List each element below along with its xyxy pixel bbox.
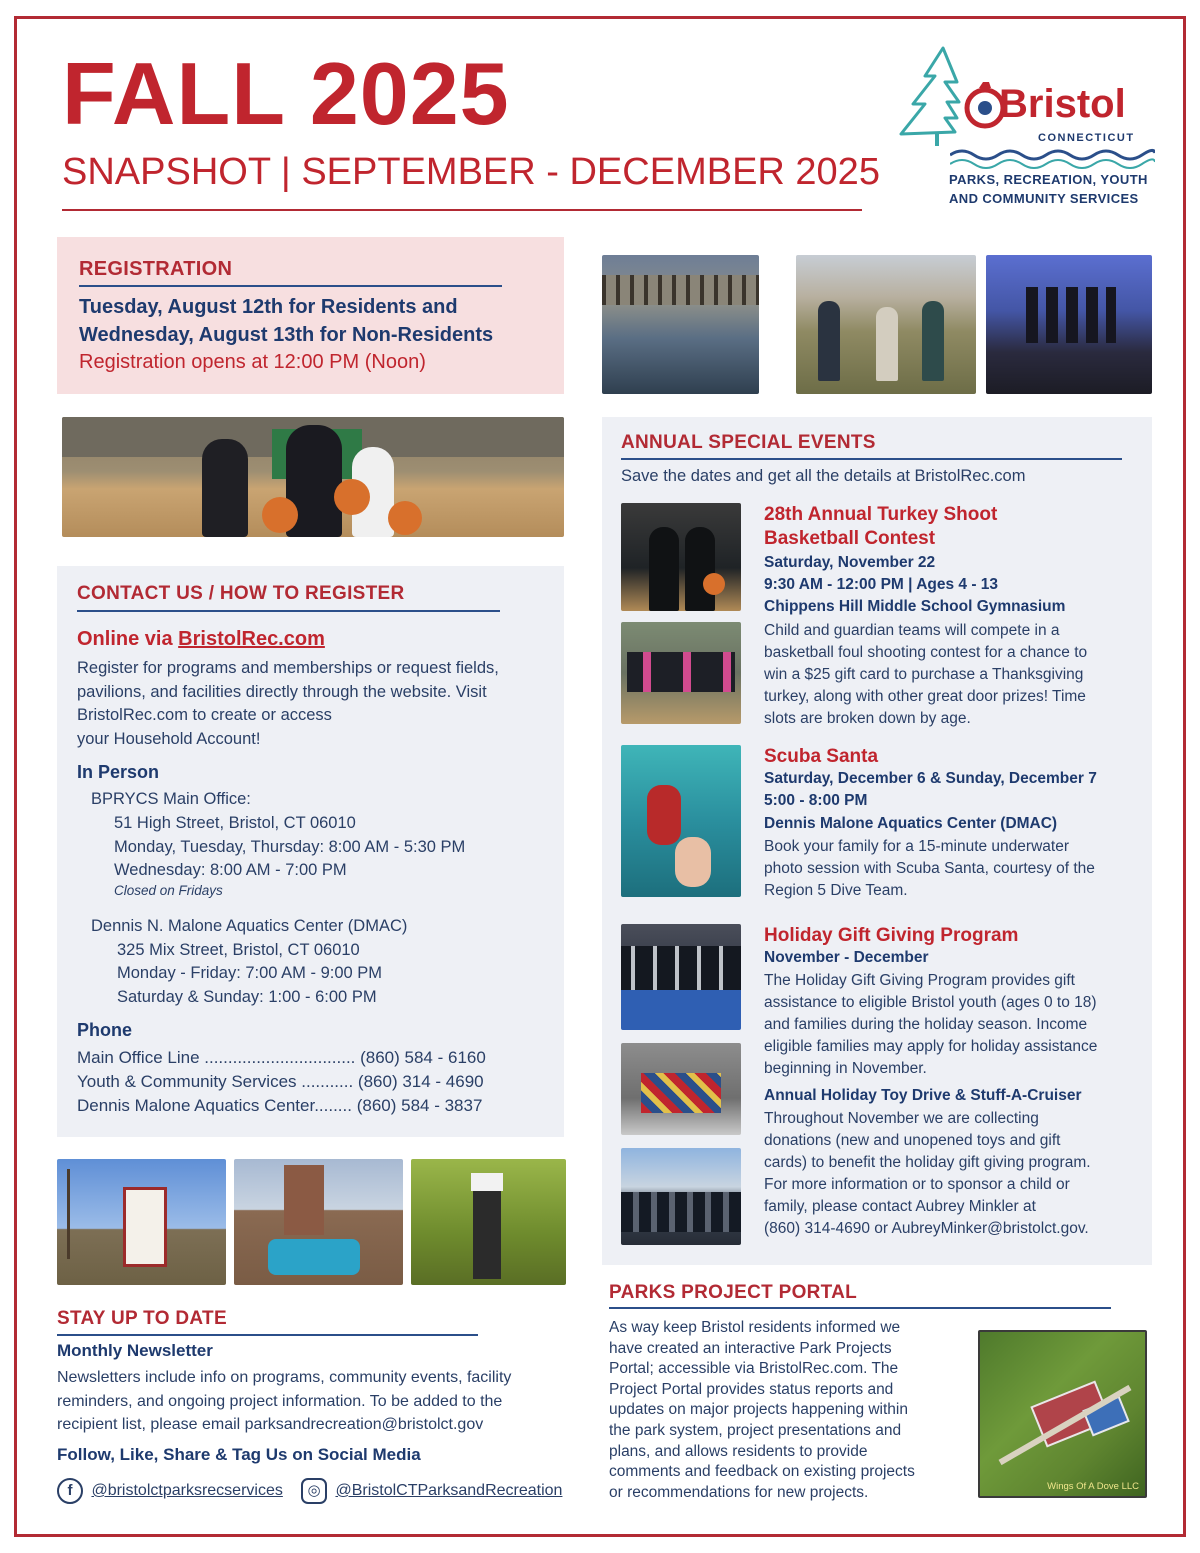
toy-drive-photo	[621, 1043, 741, 1135]
stay-heading: STAY UP TO DATE	[57, 1308, 227, 1329]
portal-text-line: have created an interactive Park Projects	[609, 1339, 892, 1357]
bristolrec-link[interactable]: BristolRec.com	[178, 628, 325, 650]
newsletter-text-line: reminders, and ongoing project information. To be added to the	[57, 1392, 503, 1410]
events-panel	[602, 417, 1152, 1265]
basketball-kids-photo	[62, 417, 564, 537]
online-prefix: Online via	[77, 628, 179, 650]
registration-box	[57, 237, 564, 394]
contact-heading: CONTACT US / HOW TO REGISTER	[77, 583, 405, 604]
portal-heading: PARKS PROJECT PORTAL	[609, 1282, 858, 1303]
photo-credit: Wings Of A Dove LLC	[1047, 1481, 1139, 1492]
registration-line3: Registration opens at 12:00 PM (Noon)	[79, 351, 426, 373]
page-title: FALL 2025	[62, 44, 510, 143]
main-office-hours1: Monday, Tuesday, Thursday: 8:00 AM - 5:30 PM	[114, 838, 466, 856]
events-intro: Save the dates and get all the details at BristolRec.com	[621, 467, 1026, 485]
holiday-text-line: The Holiday Gift Giving Program provides gift	[764, 972, 1075, 989]
concert-stage-photo	[986, 255, 1152, 394]
title-divider	[62, 209, 862, 211]
registration-rule	[79, 285, 502, 287]
scuba-santa-photo	[621, 745, 741, 897]
holiday-text-line: and families during the holiday season. Income	[764, 1016, 1088, 1033]
phone-main-office[interactable]: Main Office Line ................................ (860) 584 - 6160	[77, 1048, 486, 1067]
portal-text-line: Portal; accessible via BristolRec.com. The	[609, 1360, 899, 1378]
scuba-description	[764, 836, 1144, 902]
toy-drive-heading: Annual Holiday Toy Drive & Stuff-A-Cruiser	[764, 1087, 1082, 1104]
online-heading	[77, 628, 325, 651]
main-office-hours2: Wednesday: 8:00 AM - 7:00 PM	[114, 861, 347, 879]
stuff-a-cruiser-photo	[621, 1148, 741, 1245]
scuba-title: Scuba Santa	[764, 746, 879, 767]
toy-text-line: For more information or to sponsor a child or	[764, 1176, 1070, 1193]
portal-description	[609, 1318, 969, 1503]
office-building-photo	[234, 1159, 403, 1285]
portal-text-line: or recommendations for new projects.	[609, 1483, 869, 1501]
toy-text-line: family, please contact Aubrey Minkler at	[764, 1198, 1036, 1215]
turkey-description	[764, 620, 1144, 730]
holiday-text-line: assistance to eligible Bristol youth (ages 0 to 18)	[764, 994, 1097, 1011]
logo-dept-line2: AND COMMUNITY SERVICES	[949, 191, 1139, 206]
turkey-text-line: basketball foul shooting contest for a chance to	[764, 644, 1088, 661]
holiday-title: Holiday Gift Giving Program	[764, 925, 1019, 946]
portal-text-line: updates on major projects happening within	[609, 1401, 908, 1419]
turkey-text-line: win a $25 gift card to purchase a Thanksgiving	[764, 666, 1084, 683]
online-text-line: pavilions, and facilities directly through the website. Visit	[77, 682, 487, 701]
newsletter-text-line: Newsletters include info on programs, community events, facility	[57, 1369, 512, 1386]
dmac-name: Dennis N. Malone Aquatics Center (DMAC)	[91, 917, 408, 935]
portal-rule	[609, 1307, 1111, 1309]
toy-text-line: cards) to benefit the holiday gift giving program.	[764, 1154, 1091, 1171]
online-text-line: your Household Account!	[77, 729, 261, 748]
aerial-park-photo	[978, 1330, 1147, 1498]
events-rule	[621, 458, 1122, 460]
online-text	[77, 657, 557, 751]
river-photo	[602, 255, 759, 394]
sign-photo	[57, 1159, 226, 1285]
newsletter-heading: Monthly Newsletter	[57, 1341, 213, 1360]
phone-youth-services[interactable]: Youth & Community Services ........... (860) 314 - 4690	[77, 1072, 484, 1091]
turkey-shoot-photo-1	[621, 503, 741, 611]
toy-drive-description	[764, 1108, 1149, 1240]
bristol-logo	[895, 44, 1157, 210]
newsletter-text-line: recipient list, please email parksandrecreation@bristolct.gov	[57, 1416, 484, 1433]
events-heading: ANNUAL SPECIAL EVENTS	[621, 432, 876, 453]
page-subtitle: SNAPSHOT | SEPTEMBER - DECEMBER 2025	[62, 151, 880, 193]
instagram-link[interactable]	[301, 1478, 562, 1504]
main-office-note: Closed on Fridays	[114, 883, 223, 898]
phone-aquatics-center[interactable]: Dennis Malone Aquatics Center........ (860) 584 - 3837	[77, 1096, 483, 1115]
turkey-shoot-photo-2	[621, 622, 741, 724]
online-text-line: Register for programs and memberships or request fields,	[77, 659, 499, 677]
toy-text-line: Throughout November we are collecting	[764, 1110, 1039, 1127]
toy-contact-line[interactable]: (860) 314-4690 or AubreyMinker@bristolct.gov.	[764, 1220, 1089, 1237]
facebook-handle[interactable]: @bristolctparksrecservices	[91, 1482, 283, 1499]
registration-heading: REGISTRATION	[79, 258, 233, 280]
logo-name: Bristol	[999, 82, 1126, 126]
dmac-address: 325 Mix Street, Bristol, CT 06010	[117, 941, 360, 959]
turkey-title-line1: 28th Annual Turkey Shoot	[764, 504, 998, 525]
portal-text-line: Project Portal provides status reports and	[609, 1380, 894, 1398]
main-office-address: 51 High Street, Bristol, CT 06010	[114, 814, 356, 832]
turkey-place: Chippens Hill Middle School Gymnasium	[764, 598, 1066, 615]
in-person-heading: In Person	[77, 762, 160, 782]
registration-line1: Tuesday, August 12th for Residents and	[79, 296, 458, 318]
logo-dept-line1: PARKS, RECREATION, YOUTH	[949, 172, 1148, 187]
turkey-text-line: turkey, along with other great door prizes! Time	[764, 688, 1086, 705]
turkey-time: 9:30 AM - 12:00 PM | Ages 4 - 13	[764, 576, 999, 593]
scuba-text-line: Book your family for a 15-minute underwater	[764, 838, 1069, 855]
social-heading: Follow, Like, Share & Tag Us on Social Media	[57, 1445, 421, 1464]
stay-rule	[57, 1334, 478, 1336]
holiday-text-line: eligible families may apply for holiday assistance	[764, 1038, 1098, 1055]
contact-panel	[57, 566, 564, 1137]
registration-line2: Wednesday, August 13th for Non-Residents	[79, 324, 494, 346]
scuba-text-line: photo session with Scuba Santa, courtesy of the	[764, 860, 1095, 877]
contact-rule	[77, 610, 500, 612]
turkey-title-line2: Basketball Contest	[764, 528, 936, 549]
facebook-icon: f	[57, 1478, 83, 1504]
portal-text-line: the park system, project presentations and	[609, 1421, 902, 1439]
toy-text-line: donations (new and unopened toys and gift	[764, 1132, 1061, 1149]
dmac-hours2: Saturday & Sunday: 1:00 - 6:00 PM	[117, 988, 377, 1006]
scuba-time: 5:00 - 8:00 PM	[764, 792, 868, 809]
waves-icon	[950, 147, 1155, 169]
dmac-hours1: Monday - Friday: 7:00 AM - 9:00 PM	[117, 964, 383, 982]
scuba-date: Saturday, December 6 & Sunday, December 7	[764, 770, 1097, 787]
main-office-name: BPRYCS Main Office:	[91, 790, 251, 808]
trail-sign-photo	[411, 1159, 566, 1285]
holiday-text-line: beginning in November.	[764, 1060, 927, 1077]
phone-heading: Phone	[77, 1020, 133, 1040]
instagram-icon: ◎	[301, 1478, 327, 1504]
holiday-date: November - December	[764, 949, 929, 966]
online-text-line: BristolRec.com to create or access	[77, 706, 332, 724]
park-people-photo	[796, 255, 976, 394]
turkey-text-line: Child and guardian teams will compete in a	[764, 622, 1060, 639]
portal-text-line: comments and feedback on existing projects	[609, 1463, 915, 1481]
scuba-place: Dennis Malone Aquatics Center (DMAC)	[764, 815, 1058, 832]
turkey-date: Saturday, November 22	[764, 554, 936, 571]
turkey-text-line: slots are broken down by age.	[764, 710, 971, 727]
instagram-handle[interactable]: @BristolCTParksandRecreation	[335, 1482, 563, 1499]
scuba-text-line: Region 5 Dive Team.	[764, 882, 908, 899]
facebook-link[interactable]	[57, 1478, 283, 1504]
portal-text-line: plans, and allows residents to provide	[609, 1442, 868, 1460]
holiday-group-photo	[621, 924, 741, 1030]
logo-state: CONNECTICUT	[1038, 132, 1135, 144]
portal-text-line: As way keep Bristol residents informed we	[609, 1319, 901, 1336]
newsletter-text	[57, 1366, 567, 1437]
holiday-description	[764, 970, 1149, 1080]
